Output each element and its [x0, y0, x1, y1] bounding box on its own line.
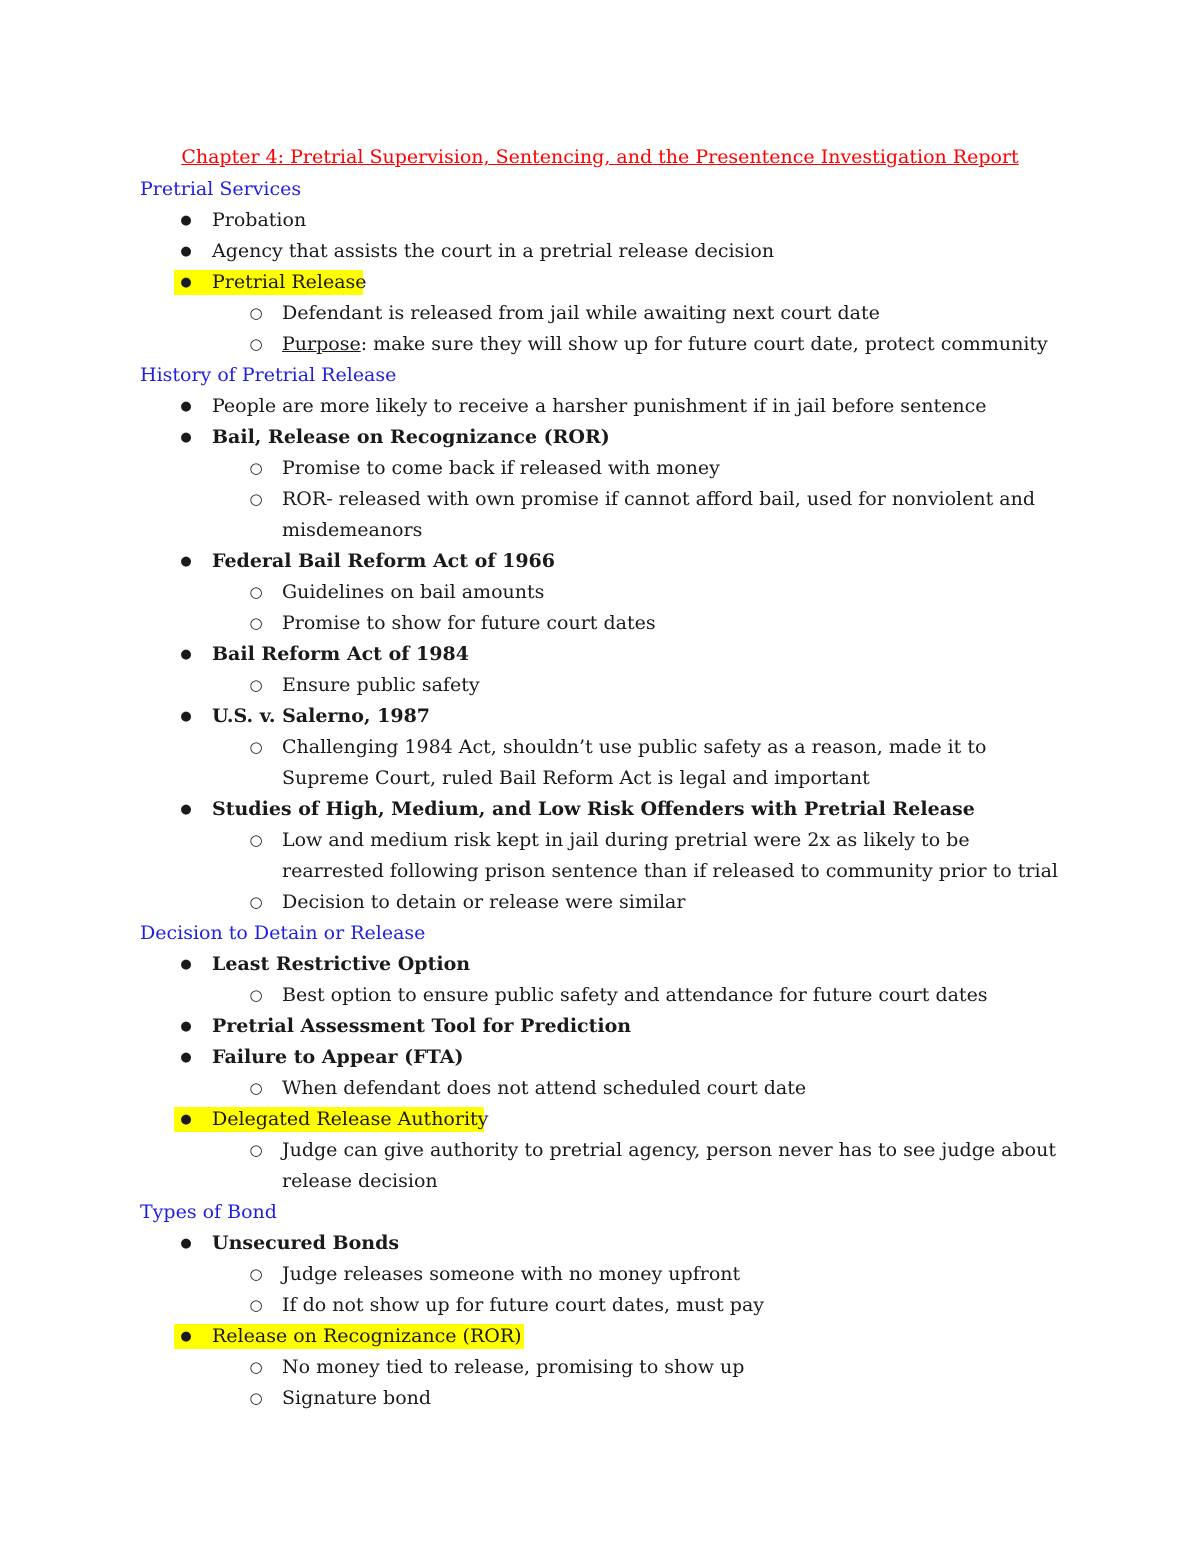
bullet-icon: ●	[180, 244, 192, 259]
sub-list-item-text: Decision to detain or release were similar	[282, 891, 686, 913]
sub-list-item	[140, 732, 1072, 794]
sub-list-item	[140, 1259, 1070, 1290]
sub-bullet-icon: ○	[249, 676, 263, 694]
list-item-text: Agency that assists the court in a pretrial release decision	[212, 240, 775, 262]
list-item-text: Least Restrictive Option	[212, 953, 471, 975]
list-item-highlighted	[140, 267, 1070, 298]
bullet-icon: ●	[180, 1329, 192, 1344]
sub-bullet-icon: ○	[249, 738, 263, 756]
sub-bullet-icon: ○	[249, 1389, 263, 1407]
list-item-text: Release on Recognizance (ROR)	[212, 1325, 522, 1347]
sub-list-item	[140, 329, 1070, 360]
list-item-text: Pretrial Assessment Tool for Prediction	[212, 1015, 632, 1037]
list-item-text: Bail Reform Act of 1984	[212, 643, 469, 665]
bullet-icon: ●	[180, 1236, 192, 1251]
list-item-text: Probation	[212, 209, 307, 231]
section-heading-types-of-bond: Types of Bond	[140, 1201, 277, 1223]
sub-list-item-text: If do not show up for future court dates, must pay	[282, 1294, 765, 1316]
sub-list-item	[140, 1290, 1070, 1321]
sub-list-item-text: Judge can give authority to pretrial agency, person never has to see judge about release decision	[282, 1139, 1056, 1192]
sub-bullet-icon: ○	[249, 986, 263, 1004]
sub-list-item	[140, 1383, 1070, 1414]
sub-list-item-text: Defendant is released from jail while awaiting next court date	[282, 302, 880, 324]
list-item-text: Unsecured Bonds	[212, 1232, 400, 1254]
list-item	[140, 1228, 1070, 1259]
bullet-icon: ●	[180, 399, 192, 414]
list-item-highlighted	[140, 1321, 1070, 1352]
sub-list-item-text: Promise to come back if released with money	[282, 457, 720, 479]
notes-body	[140, 174, 1070, 1414]
list-item	[140, 546, 1070, 577]
sub-list-item	[140, 484, 1072, 546]
bullet-icon: ●	[180, 430, 192, 445]
sub-bullet-icon: ○	[249, 1079, 263, 1097]
sub-list-item	[140, 298, 1070, 329]
sub-list-item	[140, 453, 1070, 484]
sub-bullet-icon: ○	[249, 1265, 263, 1283]
sub-list-item	[140, 825, 1072, 887]
bullet-icon: ●	[180, 1019, 192, 1034]
sub-list-item-text: Judge releases someone with no money upfront	[282, 1263, 741, 1285]
sub-list-item-text: Low and medium risk kept in jail during pretrial were 2x as likely to be rearrested following prison sentence than if released to community prior to trial	[282, 829, 1058, 882]
bullet-icon: ●	[180, 554, 192, 569]
sub-list-item-text: Challenging 1984 Act, shouldn’t use public safety as a reason, made it to Supreme Court, ruled Bail Reform Act is legal and important	[282, 736, 987, 789]
sub-list-item	[140, 577, 1070, 608]
list-item	[140, 391, 1070, 422]
list-item-text: Pretrial Release	[212, 271, 367, 293]
sub-bullet-icon: ○	[249, 304, 263, 322]
list-item	[140, 639, 1070, 670]
bullet-icon: ●	[180, 709, 192, 724]
bullet-icon: ●	[180, 957, 192, 972]
sub-bullet-icon: ○	[249, 490, 263, 508]
list-item-text: People are more likely to receive a harsher punishment if in jail before sentence	[212, 395, 987, 417]
sub-list-item	[140, 670, 1070, 701]
section-heading-pretrial-services: Pretrial Services	[140, 178, 302, 200]
list-item	[140, 205, 1070, 236]
bullet-icon: ●	[180, 647, 192, 662]
bullet-icon: ●	[180, 802, 192, 817]
sub-list-item-text: Ensure public safety	[282, 674, 480, 696]
sub-list-item	[140, 887, 1070, 918]
sub-list-item-text: Promise to show for future court dates	[282, 612, 656, 634]
sub-bullet-icon: ○	[249, 614, 263, 632]
sub-list-item	[140, 980, 1070, 1011]
sub-list-item-text: When defendant does not attend scheduled court date	[282, 1077, 807, 1099]
bullet-icon: ●	[180, 1050, 192, 1065]
sub-bullet-icon: ○	[249, 831, 263, 849]
list-item	[140, 236, 1070, 267]
sub-list-item-text: ROR- released with own promise if cannot afford bail, used for nonviolent and misdemeanors	[282, 488, 1035, 541]
page-title: Chapter 4: Pretrial Supervision, Sentencing, and the Presentence Investigation Report	[181, 146, 1019, 168]
list-item-text: Failure to Appear (FTA)	[212, 1046, 464, 1068]
section-heading-history: History of Pretrial Release	[140, 364, 397, 386]
sub-list-item-text: Guidelines on bail amounts	[282, 581, 545, 603]
sub-bullet-icon: ○	[249, 1296, 263, 1314]
list-item	[140, 422, 1070, 453]
sub-bullet-icon: ○	[249, 459, 263, 477]
section-heading-decision: Decision to Detain or Release	[140, 922, 426, 944]
list-item-highlighted	[140, 1104, 1070, 1135]
sub-bullet-icon: ○	[249, 335, 263, 353]
list-item-text: U.S. v. Salerno, 1987	[212, 705, 431, 727]
sub-list-item-text: Best option to ensure public safety and attendance for future court dates	[282, 984, 988, 1006]
bullet-icon: ●	[180, 1112, 192, 1127]
sub-bullet-icon: ○	[249, 1141, 263, 1159]
list-item	[140, 701, 1070, 732]
list-item-text: Bail, Release on Recognizance (ROR)	[212, 426, 610, 448]
sub-list-item-text: No money tied to release, promising to show up	[282, 1356, 745, 1378]
sub-bullet-icon: ○	[249, 583, 263, 601]
bullet-icon: ●	[180, 275, 192, 290]
bullet-icon: ●	[180, 213, 192, 228]
purpose-label: Purpose	[282, 333, 361, 355]
sub-bullet-icon: ○	[249, 1358, 263, 1376]
sub-list-item	[140, 608, 1070, 639]
sub-list-item-text: : make sure they will show up for future court date, protect community	[360, 333, 1048, 355]
sub-bullet-icon: ○	[249, 893, 263, 911]
sub-list-item	[140, 1352, 1070, 1383]
list-item-text: Delegated Release Authority	[212, 1108, 489, 1130]
list-item	[140, 949, 1070, 980]
list-item	[140, 1042, 1070, 1073]
list-item	[140, 1011, 1070, 1042]
sub-list-item-text: Signature bond	[282, 1387, 432, 1409]
list-item	[140, 794, 1070, 825]
list-item-text: Federal Bail Reform Act of 1966	[212, 550, 555, 572]
list-item-text: Studies of High, Medium, and Low Risk Offenders with Pretrial Release	[212, 798, 975, 820]
sub-list-item	[140, 1135, 1072, 1197]
sub-list-item	[140, 1073, 1070, 1104]
